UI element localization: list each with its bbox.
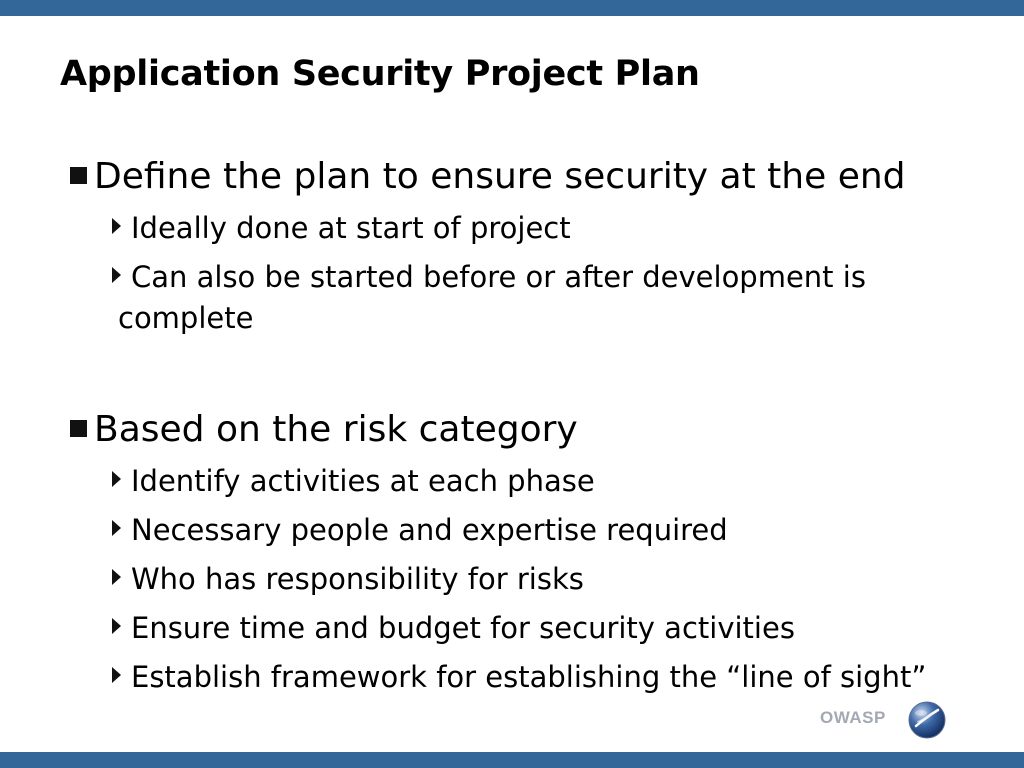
bullet-text: Based on the risk category (94, 409, 578, 450)
subbullet-text: Establish framework for establishing the “line of sight” (131, 660, 927, 694)
owasp-logo-text: OWASP (820, 708, 886, 727)
subbullet-text: Who has responsibility for risks (131, 562, 584, 596)
slide-title: Application Security Project Plan (60, 54, 700, 94)
triangle-bullet-icon (112, 520, 121, 536)
bullet-text: Define the plan to ensure security at the end (94, 156, 906, 197)
subbullet-can-also-be-started (112, 259, 866, 295)
triangle-bullet-icon (112, 267, 121, 283)
bullet-based-on-risk (70, 408, 578, 452)
subbullet-who-has-responsibility (112, 561, 584, 597)
subbullet-establish-framework (112, 659, 926, 695)
subbullet-text: Ensure time and budget for security activities (131, 611, 795, 645)
subbullet-identify-activities (112, 463, 595, 499)
bottom-accent-bar (0, 752, 1024, 768)
triangle-bullet-icon (112, 569, 121, 585)
square-bullet-icon (70, 167, 87, 184)
subbullet-ideally-done (112, 210, 571, 246)
triangle-bullet-icon (112, 218, 121, 234)
triangle-bullet-icon (112, 471, 121, 487)
subbullet-text: Can also be started before or after development is (131, 260, 866, 294)
owasp-logo-icon (907, 700, 947, 740)
top-accent-bar (0, 0, 1024, 16)
square-bullet-icon (70, 420, 87, 437)
subbullet-text: Ideally done at start of project (131, 211, 571, 245)
triangle-bullet-icon (112, 618, 121, 634)
subbullet-necessary-people (112, 512, 728, 548)
bullet-define-plan (70, 155, 906, 199)
triangle-bullet-icon (112, 667, 121, 683)
subbullet-ensure-time (112, 610, 795, 646)
subbullet-text: Necessary people and expertise required (131, 513, 728, 547)
subbullet-text: Identify activities at each phase (131, 464, 595, 498)
subbullet-continuation: complete (118, 301, 254, 335)
